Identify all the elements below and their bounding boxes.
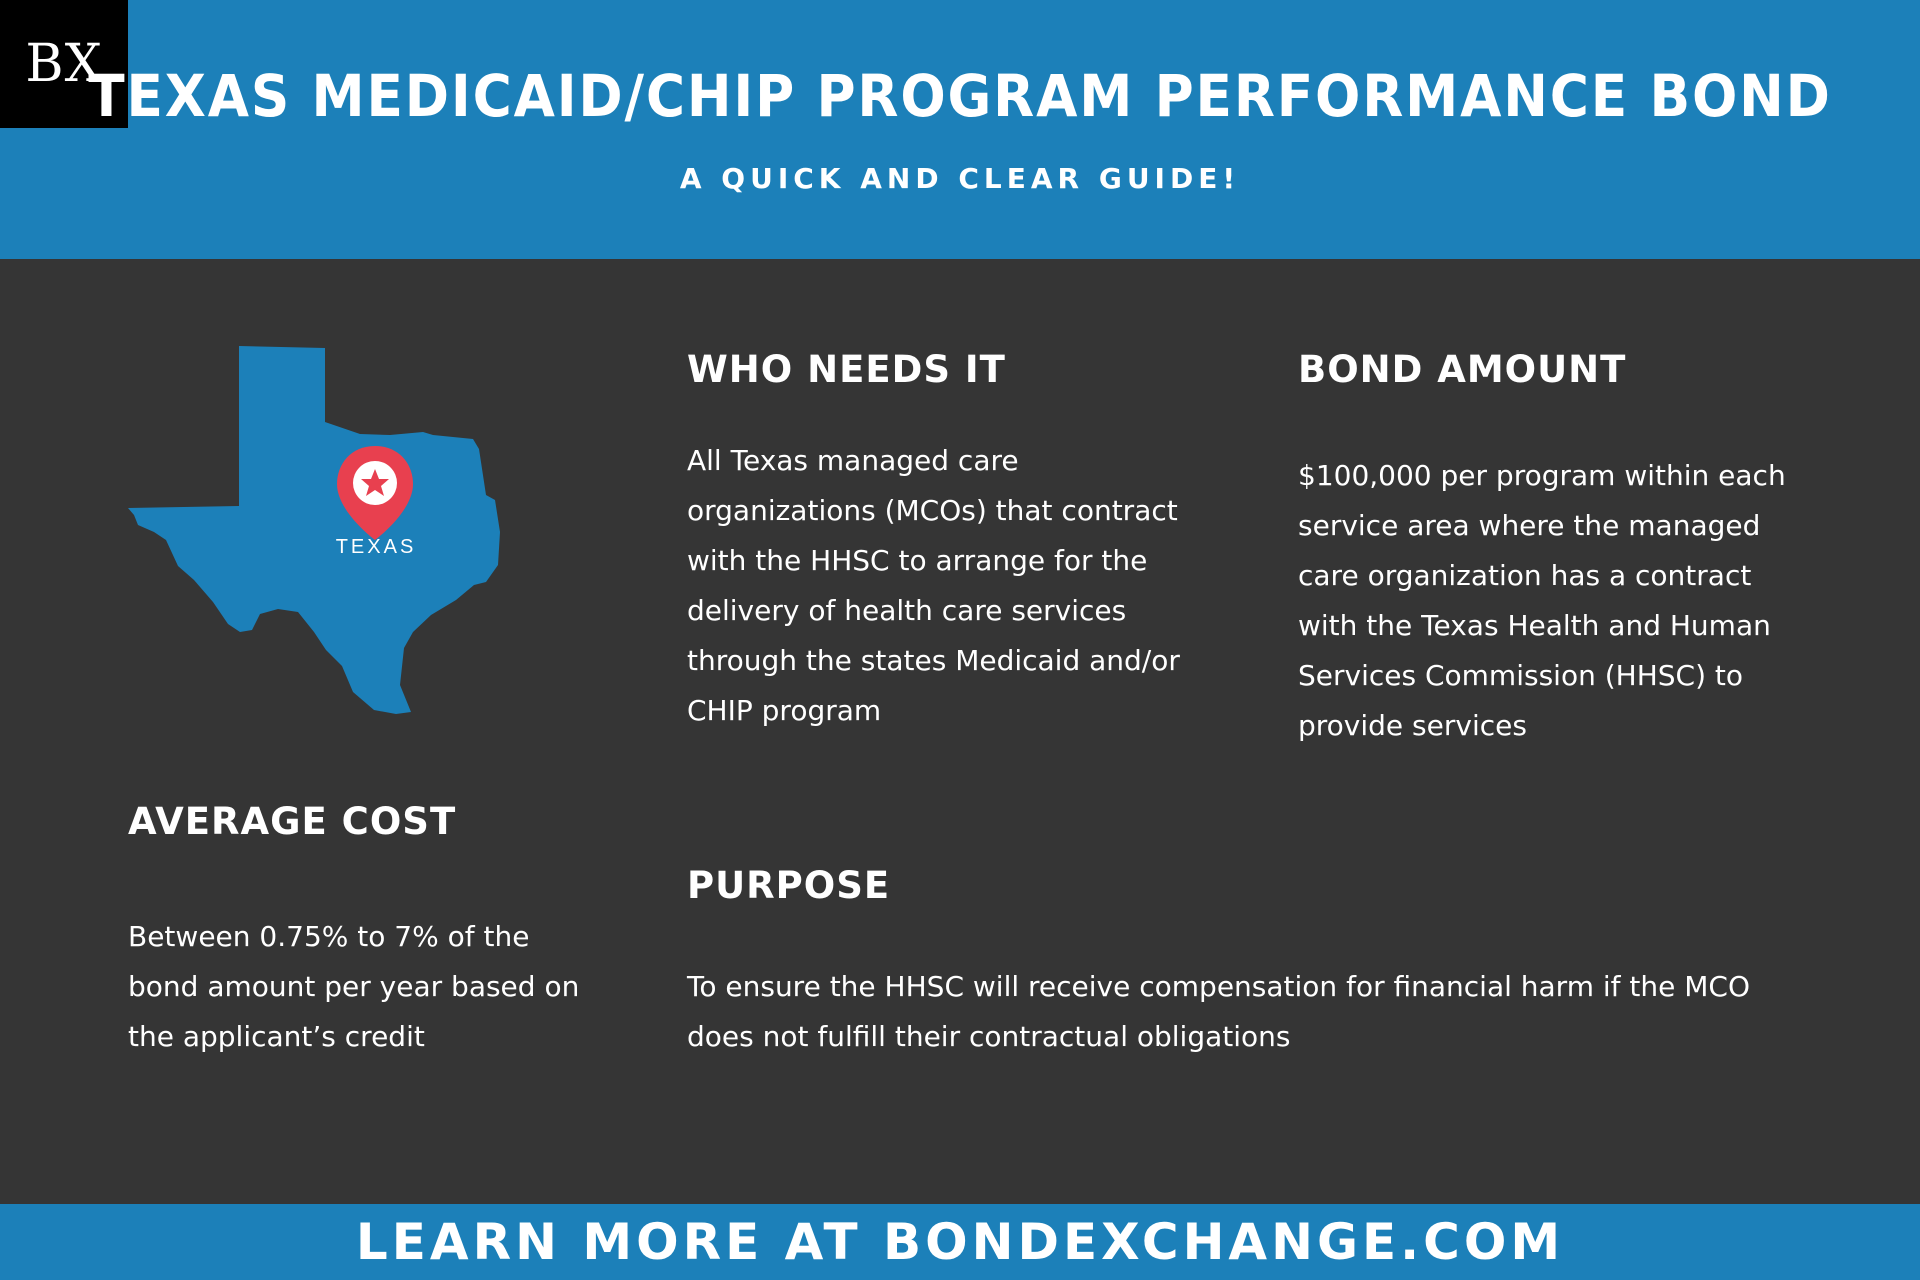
- texas-shape: [128, 346, 500, 714]
- bond-amount-text: $100,000 per program within each service area where the managed care organization has a contract with the Texas Health and Human Services Commission (HHSC) to provide services: [1298, 459, 1786, 742]
- texas-map-icon: [128, 340, 538, 720]
- average-cost-text: Between 0.75% to 7% of the bond amount per year based on the applicant’s credit: [128, 920, 580, 1053]
- footer-link[interactable]: LEARN MORE AT BONDEXCHANGE.COM: [355, 1213, 1565, 1271]
- bond-amount-heading: BOND AMOUNT: [1298, 348, 1627, 391]
- who-needs-it-heading: WHO NEEDS IT: [687, 348, 1006, 391]
- map-label: TEXAS: [335, 536, 417, 558]
- footer-banner: [0, 1204, 1920, 1280]
- page-subtitle: A QUICK AND CLEAR GUIDE!: [679, 162, 1241, 195]
- purpose-heading: PURPOSE: [687, 864, 891, 907]
- bx-logo[interactable]: BX: [0, 0, 128, 128]
- average-cost-heading: AVERAGE COST: [128, 800, 457, 843]
- page-title: TEXAS MEDICAID/CHIP PROGRAM PERFORMANCE BOND: [88, 62, 1832, 130]
- header-banner: [0, 0, 1920, 259]
- purpose-text: To ensure the HHSC will receive compensation for financial harm if the MCO does not fulfill their contractual obligations: [687, 970, 1751, 1053]
- who-needs-it-text: All Texas managed care organizations (MCOs) that contract with the HHSC to arrange for the delivery of health care services through the states Medicaid and/or CHIP program: [687, 444, 1180, 727]
